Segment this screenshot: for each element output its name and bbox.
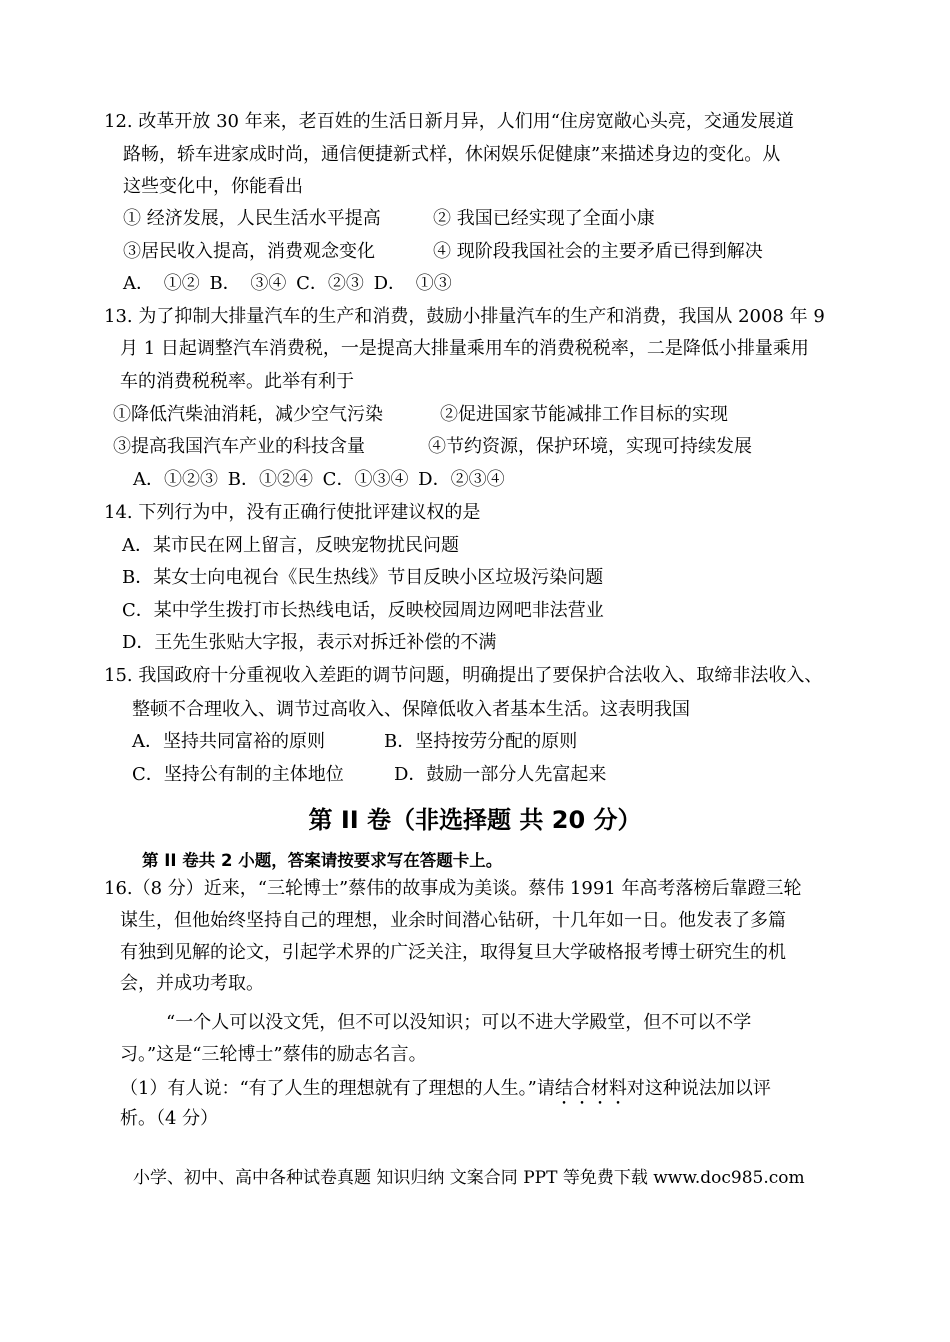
section-instruction: 第 II 卷共 2 小题，答案请按要求写在答题卡上。 <box>142 851 503 870</box>
q15-option-d: D．鼓励一部分人先富起来 <box>394 764 607 785</box>
q12-stem-line2: 路畅，轿车进家成时尚，通信便捷新式样，休闲娱乐促健康”来描述身边的变化。从 <box>123 144 781 165</box>
q12-statement-3: ③居民收入提高，消费观念变化 <box>123 241 375 262</box>
footer-text: 小学、初中、高中各种试卷真题 知识归纳 文案合同 PPT 等免费下载 www.doc985.com <box>133 1168 805 1188</box>
q16-quote-line2: 习。”这是“三轮博士”蔡伟的励志名言。 <box>120 1044 427 1065</box>
q12-statement-4: ④ 现阶段我国社会的主要矛盾已得到解决 <box>433 241 763 262</box>
q12-stem-line3: 这些变化中，你能看出 <box>123 176 303 197</box>
q15-stem-line1: 15. 我国政府十分重视收入差距的调节问题，明确提出了要保护合法收入、取缔非法收入、 <box>104 665 823 686</box>
q16-sub1-text-before: （1）有人说：“有了人生的理想就有了理想的人生。”请 <box>120 1078 555 1099</box>
q15-option-a: A．坚持共同富裕的原则 <box>132 731 325 752</box>
q16-material-line2: 谋生，但他始终坚持自己的理想，业余时间潜心钻研，十几年如一日。他发表了多篇 <box>120 910 786 931</box>
q16-material-line4: 会，并成功考取。 <box>120 973 264 994</box>
q13-statement-3: ③提高我国汽车产业的科技含量 <box>113 436 365 457</box>
q14-option-b: B．某女士向电视台《民生热线》节目反映小区垃圾污染问题 <box>122 567 604 588</box>
q12-statement-2: ② 我国已经实现了全面小康 <box>433 208 655 229</box>
q13-statement-2: ②促进国家节能减排工作目标的实现 <box>440 404 728 425</box>
q13-choices: A．①②③ B．①②④ C．①③④ D．②③④ <box>133 469 505 490</box>
q13-statement-1: ①降低汽柴油消耗，减少空气污染 <box>113 404 383 425</box>
q14-stem: 14. 下列行为中，没有正确行使批评建议权的是 <box>104 502 481 523</box>
q16-subquestion-1-line1 <box>120 1078 771 1109</box>
q14-option-d: D．王先生张贴大字报，表示对拆迁补偿的不满 <box>122 632 497 653</box>
q16-sub1-text-after: 对这种说法加以评 <box>626 1078 771 1099</box>
q16-sub1-emphasis: 结合材料 <box>554 1078 627 1099</box>
q13-statement-4: ④节约资源，保护环境，实现可持续发展 <box>428 436 752 457</box>
q14-option-c: C．某中学生拨打市长热线电话，反映校园周边网吧非法营业 <box>122 600 604 621</box>
q13-stem-line1: 13. 为了抑制大排量汽车的生产和消费，鼓励小排量汽车的生产和消费，我国从 2008 年 9 <box>104 306 825 327</box>
section-title: 第 II 卷（非选择题 共 20 分） <box>308 806 642 834</box>
q16-subquestion-1-line2: 析。（4 分） <box>120 1108 219 1129</box>
q15-option-b: B．坚持按劳分配的原则 <box>384 731 578 752</box>
q12-stem-line1: 12. 改革开放 30 年来，老百姓的生活日新月异，人们用“住房宽敞心头亮，交通发展道 <box>104 111 794 132</box>
q16-quote-line1: “一个人可以没文凭，但不可以没知识；可以不进大学殿堂，但不可以不学 <box>166 1012 752 1033</box>
q15-stem-line2: 整顿不合理收入、调节过高收入、保障低收入者基本生活。这表明我国 <box>132 699 690 720</box>
q13-stem-line2: 月 1 日起调整汽车消费税，一是提高大排量乘用车的消费税税率，二是降低小排量乘用 <box>120 338 809 359</box>
q16-material-line3: 有独到见解的论文，引起学术界的广泛关注，取得复旦大学破格报考博士研究生的机 <box>120 942 786 963</box>
q13-stem-line3: 车的消费税税率。此举有利于 <box>120 371 354 392</box>
q12-statement-1: ① 经济发展，人民生活水平提高 <box>123 208 381 229</box>
q14-option-a: A．某市民在网上留言，反映宠物扰民问题 <box>122 535 459 556</box>
q12-choices: A． ①② B． ③④ C．②③ D． ①③ <box>123 273 452 294</box>
q16-material-line1: 16.（8 分）近来，“三轮博士”蔡伟的故事成为美谈。蔡伟 1991 年高考落榜后靠蹬三轮 <box>104 878 802 899</box>
q15-option-c: C．坚持公有制的主体地位 <box>132 764 344 785</box>
